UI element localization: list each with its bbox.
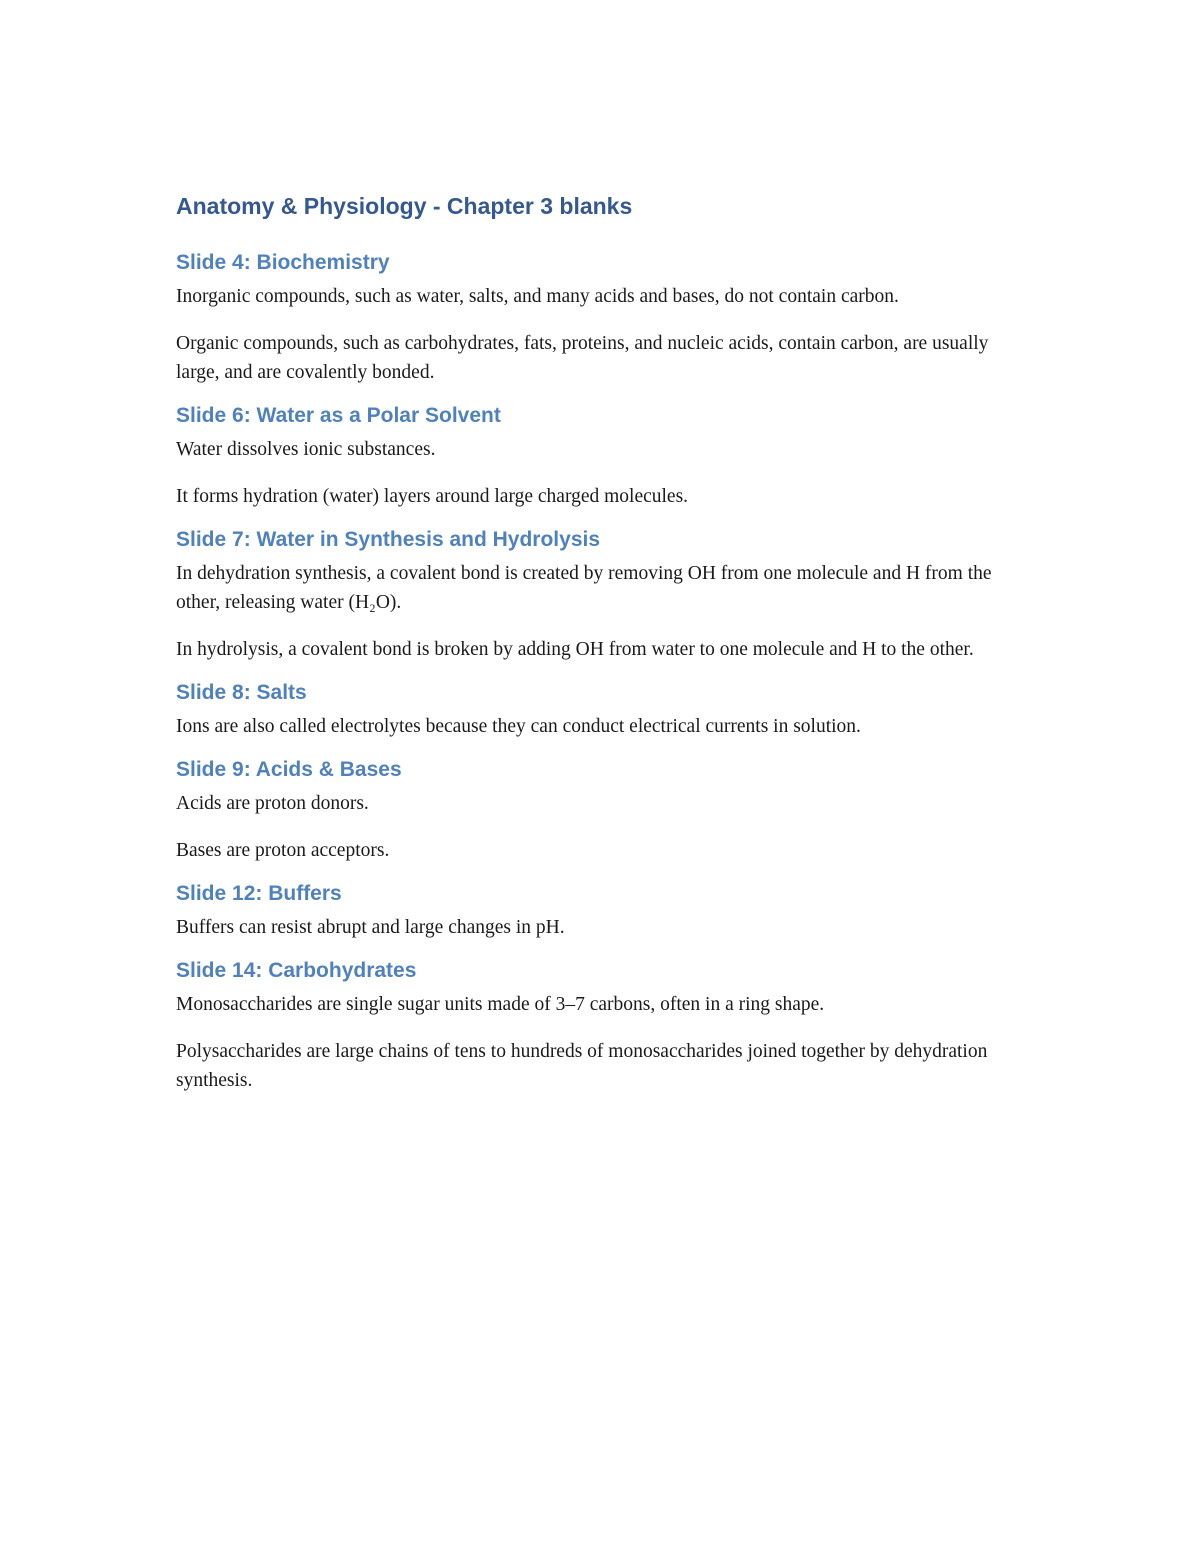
paragraph: In dehydration synthesis, a covalent bond is created by removing OH from one molecule and H from the other, releasing water (H₂O).	[176, 563, 992, 613]
paragraph: Water dissolves ionic substances.	[176, 439, 436, 460]
section-heading: Slide 8: Salts	[176, 681, 307, 704]
section-water-polar-solvent	[176, 401, 1036, 511]
paragraph: Polysaccharides are large chains of tens to hundreds of monosaccharides joined together by dehydration synthesis.	[176, 1041, 988, 1091]
paragraph: Ions are also called electrolytes because they can conduct electrical currents in solution.	[176, 716, 861, 737]
section-heading: Slide 9: Acids & Bases	[176, 758, 402, 781]
section-synthesis-hydrolysis	[176, 525, 1036, 664]
section-salts	[176, 678, 1036, 741]
section-buffers	[176, 879, 1036, 942]
paragraph: Bases are proton acceptors.	[176, 840, 390, 861]
section-carbohydrates	[176, 956, 1036, 1095]
paragraph: Acids are proton donors.	[176, 793, 369, 814]
paragraph: Organic compounds, such as carbohydrates, fats, proteins, and nucleic acids, contain carbon, are usually large, and are covalently bonded.	[176, 333, 989, 383]
section-heading: Slide 14: Carbohydrates	[176, 959, 417, 982]
paragraph: Buffers can resist abrupt and large changes in pH.	[176, 917, 565, 938]
section-acids-bases	[176, 755, 1036, 865]
document-body	[176, 190, 1036, 1095]
paragraph: In hydrolysis, a covalent bond is broken by adding OH from water to one molecule and H to the other.	[176, 639, 974, 660]
paragraph: Inorganic compounds, such as water, salts, and many acids and bases, do not contain carbon.	[176, 286, 899, 307]
paragraph: It forms hydration (water) layers around large charged molecules.	[176, 486, 689, 507]
section-heading: Slide 4: Biochemistry	[176, 251, 390, 274]
paragraph: Monosaccharides are single sugar units made of 3–7 carbons, often in a ring shape.	[176, 994, 825, 1015]
section-heading: Slide 6: Water as a Polar Solvent	[176, 404, 501, 427]
section-biochemistry	[176, 248, 1036, 387]
section-heading: Slide 12: Buffers	[176, 882, 342, 905]
section-heading: Slide 7: Water in Synthesis and Hydrolysis	[176, 528, 601, 551]
document-title: Anatomy & Physiology - Chapter 3 blanks	[176, 193, 633, 219]
